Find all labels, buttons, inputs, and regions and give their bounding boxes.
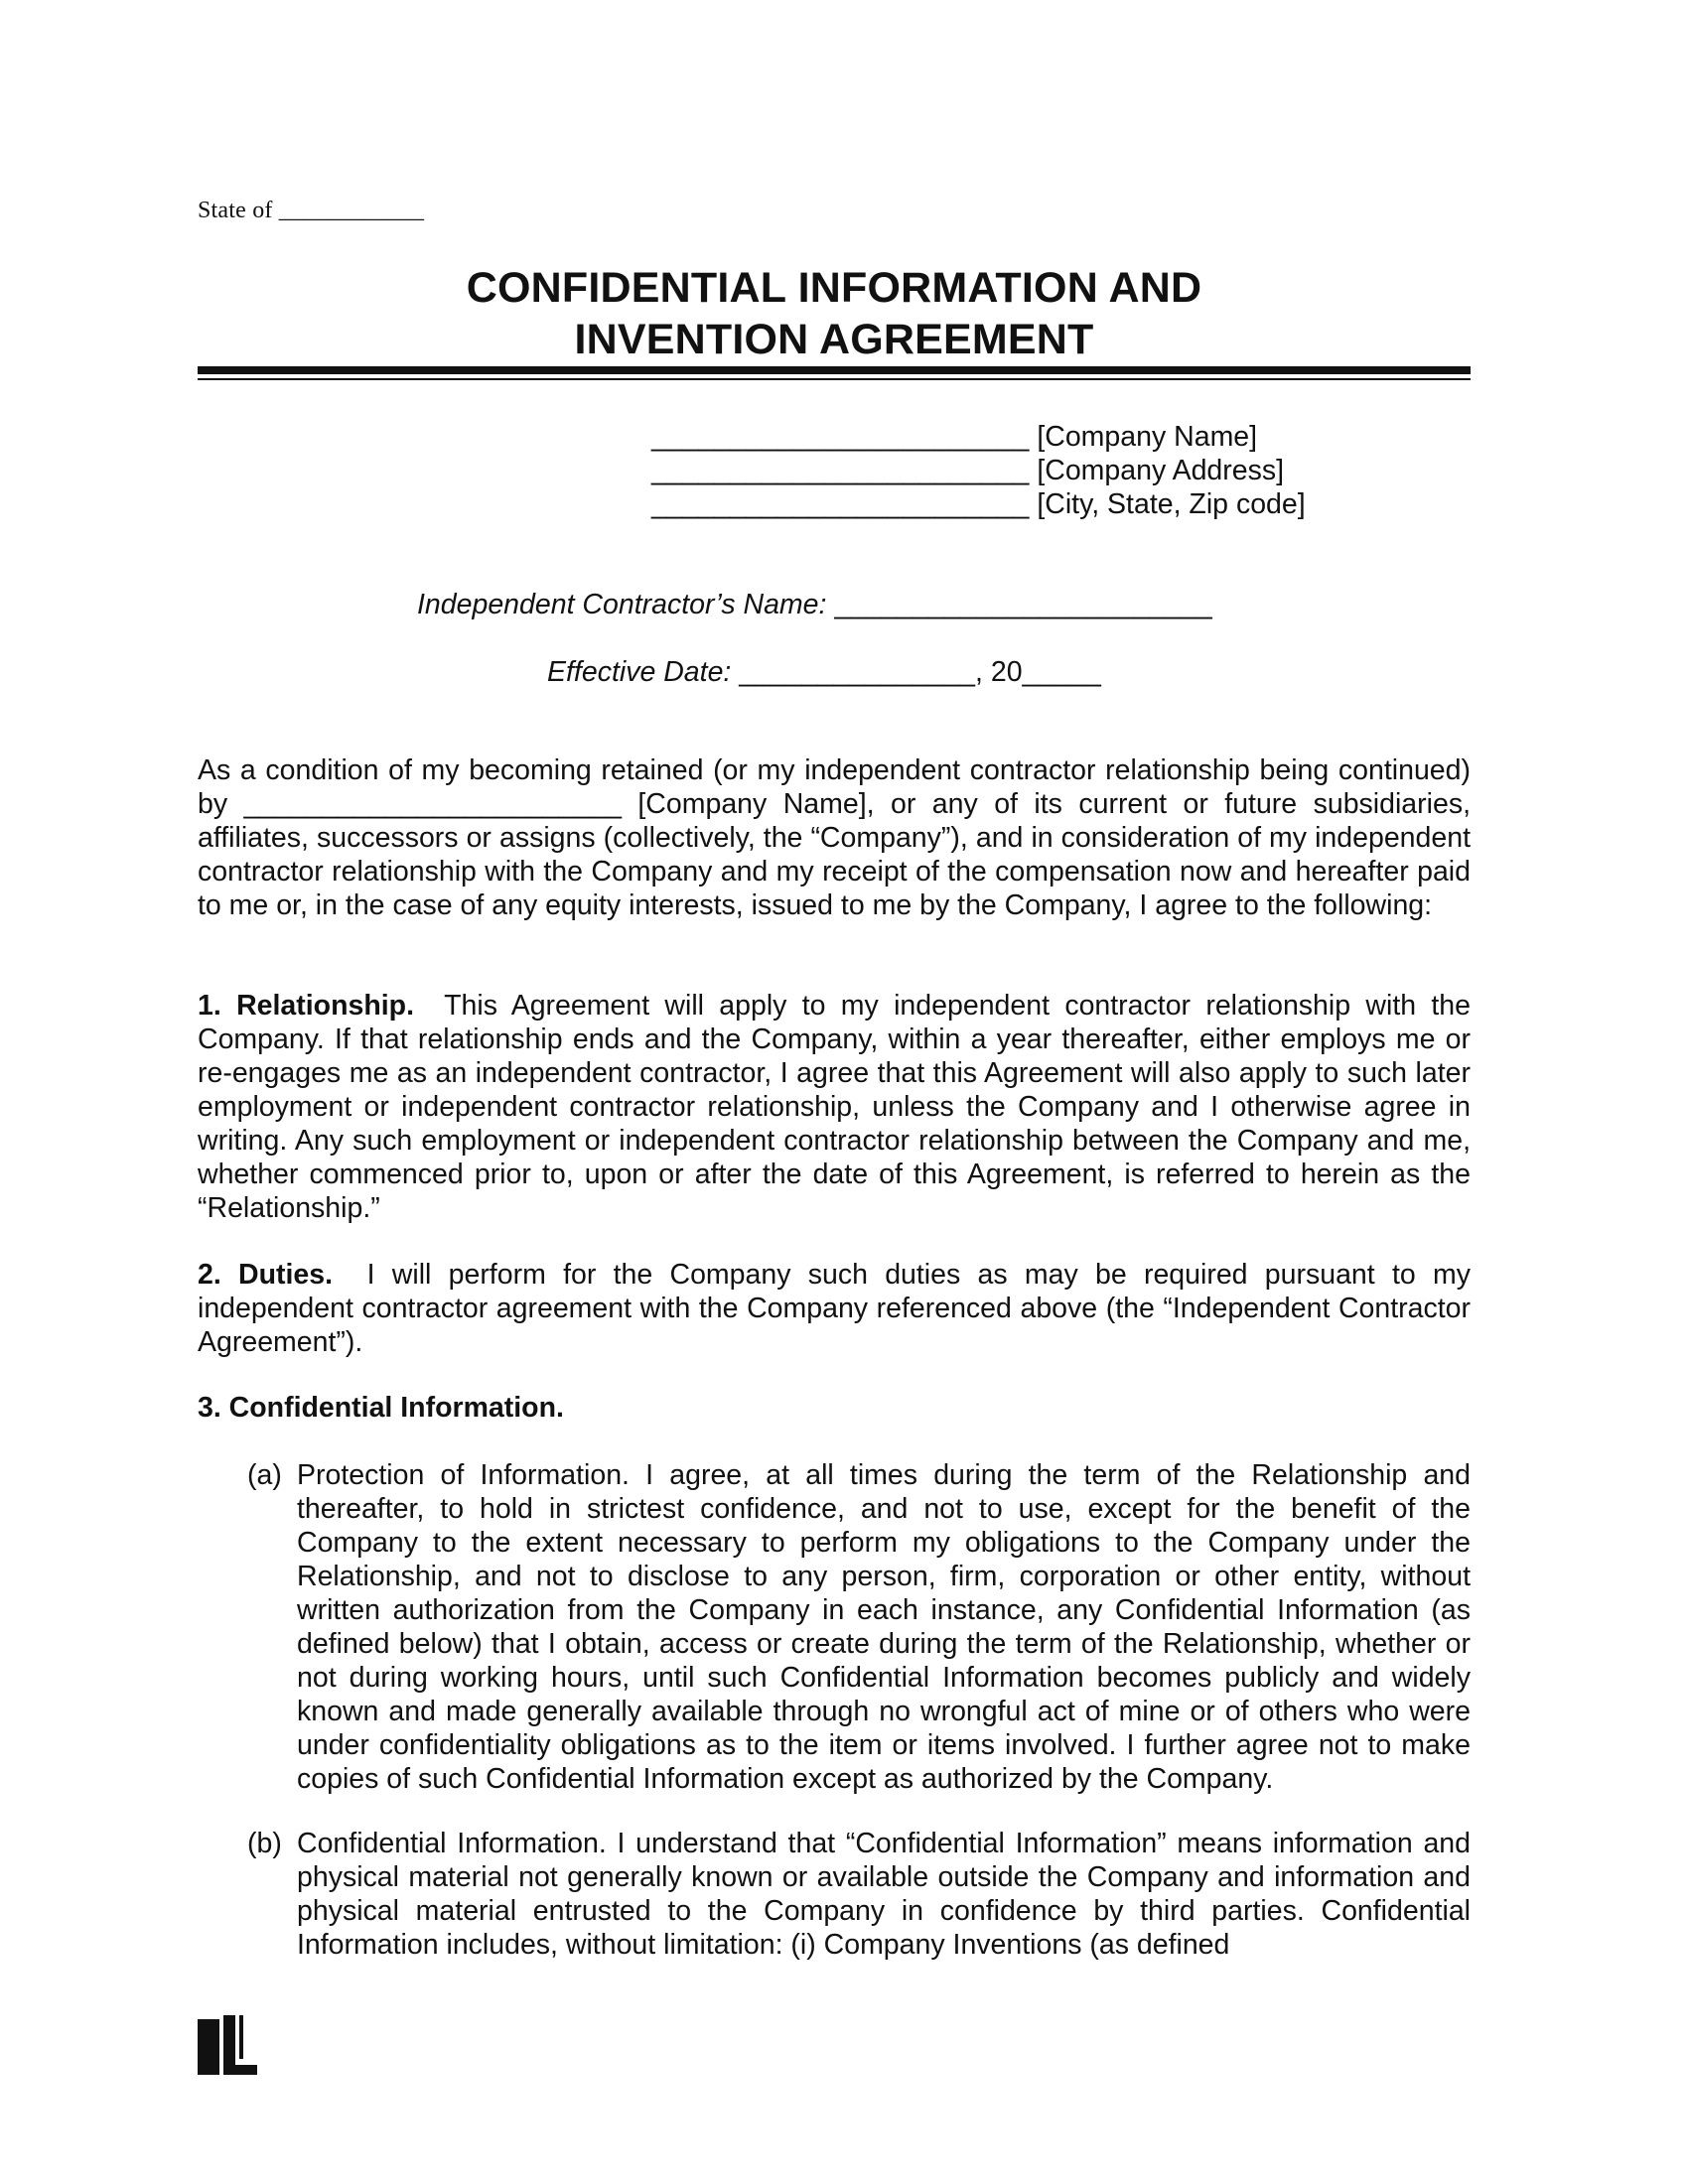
section-1-text: This Agreement will apply to my independent contractor relationship with the Company. If that relationship ends and the Company, within a year thereafter, either employs me or re-engages me as an independent contractor, I agree that this Agreement will also apply to such later employment or independent contractor relationship, unless the Company and I otherwise agree in writing. Any such employment or independent contractor relationship between the Company and me, whether commenced prior to, upon or after the date of this Agreement, is referred to herein as the “Relationship.” [198, 990, 1472, 1224]
document-title [198, 262, 1471, 365]
title-line-2: INVENTION AGREEMENT [574, 316, 1094, 363]
company-address-line: ________________________ [Company Address] [651, 455, 1285, 486]
lawdistrict-logo-icon [198, 2015, 257, 2075]
contractor-name-label: Independent Contractor’s Name: [417, 589, 827, 620]
title-divider-thin [198, 378, 1471, 380]
company-address-block [651, 420, 1306, 521]
section-3b-confidential-info [198, 1827, 1471, 1962]
company-name-line: ________________________ [Company Name] [651, 421, 1258, 453]
intro-paragraph: As a condition of my becoming retained (or my independent contractor relationship being continued) by ________________________ [Company Name], or any of its current or future subsidiaries, affiliates, successors or assigns (collectively, the “Company”), and in consideration of my independent contractor relationship with the Company and my receipt of the compensation now and hereafter paid to me or, in the case of any equity interests, issued to me by the Company, I agree to the following: [198, 754, 1471, 921]
section-3a-protection [198, 1458, 1471, 1796]
title-divider-thick [198, 366, 1471, 374]
section-3a-marker: (a) [247, 1459, 282, 1491]
section-3-heading: 3. Confidential Information. [198, 1392, 564, 1424]
effective-date-label: Effective Date: [547, 656, 732, 688]
state-line: State of ____________ [198, 198, 425, 223]
effective-date-field [547, 655, 1101, 689]
section-1-heading: 1. Relationship. [198, 990, 415, 1022]
contractor-name-blank: ________________________ [834, 589, 1212, 620]
section-3a-text: Protection of Information. I agree, at all times during the term of the Relationship and thereafter, to hold in strictest confidence, and not to use, except for the benefit of the Company to the extent necessary to perform my obligations to the Company under the Relationship, and not to disclose to any person, firm, corporation or other entity, without written authorization from the Company in each instance, any Confidential Information (as defined below) that I obtain, access or create during the term of the Relationship, whether or not during working hours, until such Confidential Information becomes publicly and widely known and made generally available through no wrongful act of mine or of others who were under confidentiality obligations as to the item or items involved. I further agree not to make copies of such Confidential Information except as authorized by the Company. [297, 1459, 1471, 1795]
section-2-heading: 2. Duties. [198, 1259, 334, 1291]
title-line-1: CONFIDENTIAL INFORMATION AND [466, 264, 1202, 312]
section-2-text: I will perform for the Company such duties as may be required pursuant to my independent contractor agreement with the Company referenced above (the “Independent Contractor Agreement”). [198, 1259, 1471, 1358]
section-3b-marker: (b) [247, 1828, 282, 1859]
section-2-duties [198, 1258, 1471, 1359]
section-1-relationship [198, 989, 1471, 1225]
company-city-line: ________________________ [City, State, Zip code] [651, 488, 1306, 520]
contractor-name-field [417, 588, 1212, 621]
effective-date-blank: _______________, 20_____ [739, 656, 1101, 688]
section-3b-text: Confidential Information. I understand that “Confidential Information” means information and physical material not generally known or available outside the Company and information and physical material entrusted to the Company in confidence by third parties. Confidential Information includes, without limitation: (i) Company Inventions (as defined [297, 1828, 1471, 1961]
